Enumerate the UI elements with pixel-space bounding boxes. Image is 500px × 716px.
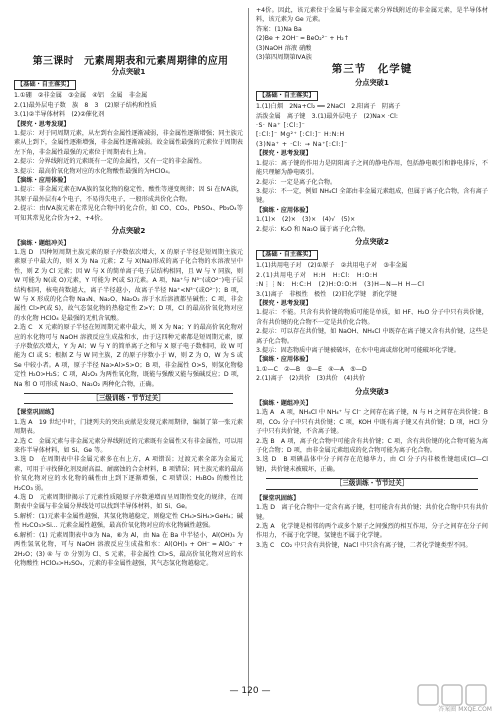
answer-line: 2.提示：可以存在共价键，如 NaOH、NH₄Cl 中既存在离子键又含有共价键，这些是离子化合物。: [256, 328, 488, 345]
answer-block: [14, 91, 243, 119]
answer-line: 2.选 A 化学键是相邻的两个或多个原子之间强烈的相互作用，分子之间存在分子间作用力，不属于化学键，氢键也不属于化学键。: [256, 522, 488, 540]
answer-line: 1.①—C ②—B ③—E ④—A ⑤—D: [256, 365, 367, 373]
electron-formula: (3)Na⁺ + ·Cl: → Na⁺[:Cl:]⁻: [256, 140, 348, 148]
answer-line: 1.提示：离子键的作用力是阴阳离子之间的静电作用，包括静电吸引和静电排斥，不能只理解为静电吸引。: [256, 159, 488, 177]
answer-line: 3.选 D 在周期表中非金属元素多在右上方，A 项错误；过渡元素全部为金属元素，可用于寻找催化剂及耐高温、耐腐蚀的合金材料，B 项错误；同主族元素的最高价氧化物对应的水化物的碱性由上到下逐渐增强，C 项错误；H₃BO₃ 的酸性比 H₂CO₃ 弱。: [14, 456, 243, 492]
answer-line: 1.①硼 ②非金属 ③金属 ④铝 金属 非金属: [14, 92, 148, 100]
answer-line: 2.提示：一定是离子化合物。: [256, 178, 337, 186]
answer-line: 1.选 D 离子化合物中一定含有离子键，但可能含有共价键；共价化合物中只有共价键。: [256, 504, 488, 521]
answer-line: 1.选 A 19 世纪中叶，门捷列夫的突出贡献是发现元素周期律，编制了第一张元素周期表。: [14, 418, 243, 436]
answer-line: 2.提示：分界线附近的元素既有一定的金属性，又有一定的非金属性。: [14, 158, 206, 166]
answer-line: 2.选 C 金属元素与非金属元素分界线附近的元素既有金属性又有非金属性，可以用来作半导体材料，如 Si、Ge 等。: [14, 437, 243, 455]
answer-line: 2.(1)离子 (2)共价 (3)共价 (4)共价: [256, 375, 366, 383]
answer-line: (3)NaOH 溶液 硝酸: [256, 44, 312, 52]
answer-line: 1.提示：对于同周期元素，从左到右金属性逐渐减弱，非金属性逐渐增强；同主族元素从上到下，金属性逐渐增强，非金属性逐渐减弱。故金属性最强的元素位于周期表左下角，非金属性最强的元素位于周期表右上角。: [14, 130, 243, 156]
practice-banner: ［三级训练・节节过关］: [24, 393, 233, 404]
practice-banner: ［三级训练・节节过关］: [266, 478, 478, 489]
answer-line: 1.(1)× (2)× (3)× (4)√ (5)×: [256, 216, 356, 224]
answer-line: 答案：(1)Na Ba: [256, 25, 302, 33]
answer-line: 1.提示：不能。只含有共价键的物质可能是单质，如 HF、H₂O 分子中只有共价键，含有共价键的化合物不一定是共价化合物。: [256, 309, 488, 326]
answer-line: 3.选 C CO₂ 中只含有共价键，NaCl 中只含有离子键，二者化学键类型不同。: [256, 541, 472, 549]
section-tag: 【演练・题组冲关】: [256, 400, 312, 408]
answer-line: 2.选 B A 项，离子化合物中可能含有共价键；C 项，含有共价键的化合物可能为离子化合物；D 项，由非金属元素组成的化合物可能为离子化合物。: [256, 437, 488, 455]
electron-formula: :N⋮⋮N: H:C:H (2)H:O:O:H (3)H—N—H H—Cl: [256, 281, 425, 289]
answer-line: 5.解析：(1)元素非金属性越强，其氢化物越稳定，则稳定性 CH₄>SiH₄>GeH₄；碱性 H₂CO₃>Si... 元素金属性越强，最高价氧化物对应的水化物碱性越强。: [14, 512, 243, 530]
answer-line: (3)第四周期第ⅣA族: [256, 54, 312, 62]
section-tag: 【演练・应用体验】: [256, 206, 312, 214]
answer-line: 3.(1)②半导体材料 (2)②催化剂: [14, 111, 105, 119]
section-tag: 【课堂巩固练】: [14, 409, 58, 417]
answer-line: 1.选 D 四种短周期主族元素的原子序数依次增大，X 的原子半径是短周期主族元素原子中最大的，则 X 为 Na 元素；Z 与 X(Na)形成的离子化合物的水溶液呈中性，则 Z 为 Cl 元素；因 W 与 X 的简单离子电子层结构相同，且 W 与 Y 同族，则 W 可能为 N(或 O)元素，Y 可能为 P(或 S)元素。A 项，Na⁺与 N³⁻(或O²⁻)电子层结构相同，核电荷数越大，离子半径越小，故离子半径 Na⁺<N³⁻(或O²⁻)；B 项，W 与 X 形成的化合物 Na₃N、Na₂O、Na₂O₂ 溶于水后溶液都呈碱性；C 项，非金属性 Cl>P(或 S)，故气态氢化物的热稳定性 Z>Y；D 项，Cl 的最高价氧化物对应的水化物 HClO₄ 是最强的无机含氧酸。: [14, 248, 243, 322]
right-column: [256, 6, 488, 550]
section-tag: 【探究・思考发现】: [14, 120, 70, 128]
section-tag: 【课堂巩固练】: [256, 494, 300, 502]
section-title: 第三节 化学键: [331, 63, 413, 76]
answer-line: 3.提示：固态物质中离子键被破坏，在水中电离或熔化时可能破坏化学键。: [256, 347, 460, 354]
answer-line: 3.提示：最高价氧化物对应的水化物酸性最强的为HClO₄。: [14, 167, 175, 175]
section-tag: 【演练・应用体验】: [256, 356, 312, 364]
watermark-text: 答案圈 MXQE.COM: [438, 706, 492, 713]
subsection-heading: 分点突破1: [355, 77, 389, 87]
section-tag: 【演练・应用体验】: [14, 177, 70, 185]
answer-line: 2.提示：由ⅣA族元素在常见化合物中的化合价，如 CO、CO₂、PbSO₄、Pb₃O₄等可知其常见化合价为+2、+4价。: [14, 205, 243, 222]
page-number: — 120 —: [229, 686, 271, 696]
subsection-heading: 分点突破2: [355, 236, 389, 246]
answer-line: 2.提示：K₂O 和 Na₂O 属于离子化合物。: [256, 225, 370, 233]
electron-formula: 2.(1)共用电子对 H:H H:Cl: H:O:H: [256, 271, 378, 279]
answer-line: 活泼金属 离子键 3.(1)最外层电子 (2)Na× ·Cl:: [256, 112, 398, 120]
answer-line: 2.选 C X 元素的原子半径在短周期元素中最大，则 X 为 Na；Y 的最高价氧化物对应的水化物可与 NaOH 溶液反应生成盐和水，由于这四种元素都是短周期元素，原子序数依次增大，Y 为 Al；W 与 Y 的简单离子之和与 X 原子电子数相同，故 W 可能为 Cl 或 S；根据 Z 与 W 同主族，Z 的原子序数小于 W，则 Z 为 O，W 为 S 或 Se 中较小者。A 项，原子半径 Na>Al>S>O；B 项，非金属性 O>S，则氢化物稳定性 H₂O>H₂S；C 项，Al₂O₃ 为两性氧化物，既能与强酸又能与强碱反应；D 项，Na 和 O 可形成 Na₂O、Na₂O₂ 两种化合物，正确。: [14, 324, 243, 388]
answer-line: 1.提示：非金属元素在ⅣA族的氢化物的稳定性、酸性等递变规律；因 Si 在ⅣA族，其原子最外层有4个电子，不易得失电子，一般形成共价化合物。: [14, 186, 243, 203]
subsection-heading: 分点突破2: [111, 226, 146, 236]
section-tag: 【基础・自主落实】: [256, 250, 318, 260]
section-tag: 【探究・思考发现】: [256, 299, 312, 307]
left-column: [14, 64, 243, 568]
answer-line: 3.选 D B 项碘晶体中分子间存在范德华力，由 Cl 分子内非极性键组成(Cl—Cl 键)，共价键未被破坏，正确。: [256, 456, 488, 473]
subsection-heading: 分点突破3: [355, 386, 389, 396]
lesson-title: 第三课时 元素周期表和元素周期律的应用: [32, 56, 229, 67]
answer-line: 1.(1)白烟 2Na+Cl₂ ══ 2NaCl 2.阳离子 阴离子: [256, 103, 401, 111]
answer-line: 2.(1)最外层电子数 族 8 3 (2)原子结构和性质: [14, 101, 157, 109]
subsection-heading: 分点突破1: [111, 67, 146, 76]
answer-line: (2)Be + 2OH⁻ ═ BeO₂²⁻ + H₂↑: [256, 35, 349, 43]
section-tag: 【演练・题组冲关】: [14, 239, 70, 247]
section-tag: 【基础・自主落实】: [14, 80, 76, 90]
electron-formula: [:Cl:]⁻ Mg²⁺ [:Cl:]⁻ H:N:H: [256, 131, 345, 139]
electron-formula: ·S· Na⁺ [:Cl:]⁻: [256, 122, 306, 130]
answer-line: 1.(1)共用电子对 (2)①原子 ②共用电子对 ③非金属: [256, 262, 408, 270]
answer-line: 3.提示：不一定，例如 NH₄Cl 全部由非金属元素组成，但属于离子化合物，含有离子键。: [256, 187, 488, 205]
answer-line: 1.选 A A 项，NH₄Cl 中 NH₄⁺ 与 Cl⁻ 之间存在离子键，N 与 H 之间存在共价键；B 项，CO₂ 分子中只有共价键；C 项，KOH 中既有离子键又有共价键；D 项，HCl 分子中只有共价键，不含离子键。: [256, 409, 489, 436]
answer-line: +4价。因此，该元素位于金属与非金属元素分界线附近的非金属元素，是半导体材料，该元素为 Ge 元素。: [256, 7, 488, 24]
answer-line: 3.(1)离子 非极性 极性 (2)旧化学键 新化学键: [256, 290, 397, 298]
answer-line: 6.解析：(1) 元素周期表中③为 Na，⑥为 Al，由 Na 在 Ba 中半径小，Al(OH)₃ 为两性氢氧化物，可与 NaOH 溶液反应生成盐和水：Al(OH)₃ + OH⁻ ═ AlO₂⁻ + 2H₂O；(3) ④ 与 ⑦ 分别为 Cl、S 元素，非金属性 Cl>S，最高价氧化物对应的水化物酸性 HClO₄>H₂SO₄，元素的非金属性越强，其气态氢化物越稳定。: [14, 531, 243, 567]
column-divider: [248, 8, 249, 696]
answer-line: 4.选 D 元素周期律揭示了元素性质随原子序数递增而呈周期性变化的规律，在周期表中金属与非金属分界线处可以找到半导体材料，如 Si、Ge。: [14, 494, 243, 511]
section-tag: 【基础・自主落实】: [256, 91, 318, 101]
section-tag: 【探究・思考发现】: [256, 150, 312, 158]
